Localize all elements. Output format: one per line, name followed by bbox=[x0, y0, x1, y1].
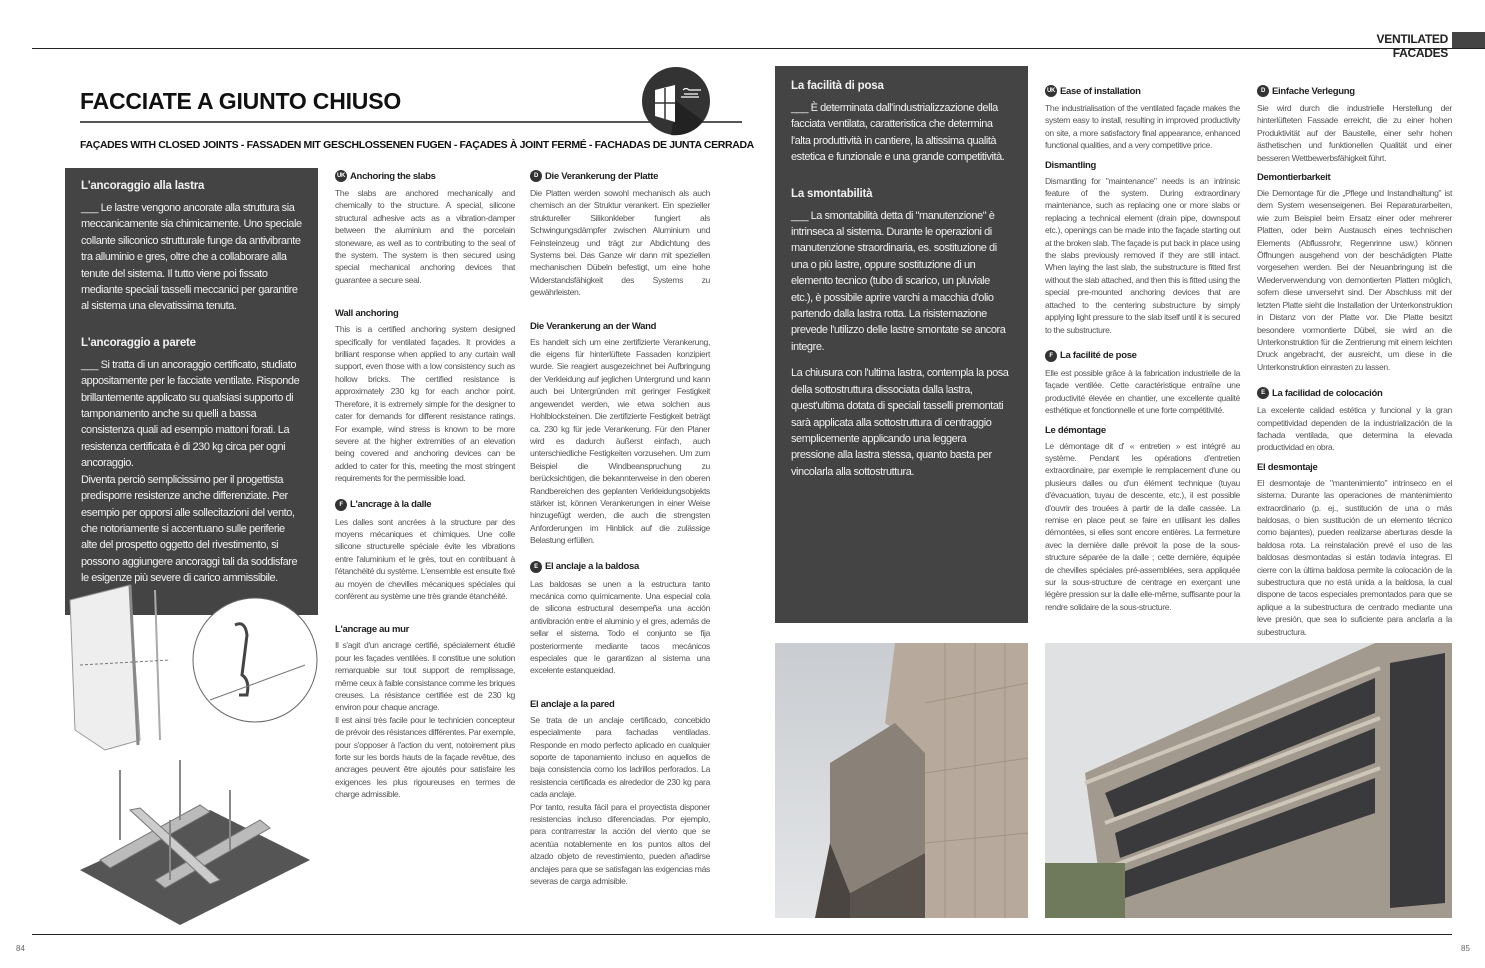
heading-text: Die Verankerung der Platte bbox=[545, 170, 659, 182]
page-number-left: 84 bbox=[16, 944, 25, 953]
spanish-column bbox=[530, 561, 710, 910]
paragraph: Las baldosas se unen a la estructura tanto mecánica como químicamente. Una especial cola de silicona estructural desempeña una acción antivibración entre el aluminio y el gres, además de sellar el sistema. Todo el conjunto se fija posteriormente mediante tacos mecánicos especiales que le garantizan al sistema una excelente estanqueidad. bbox=[530, 578, 710, 676]
column-stack-4 bbox=[1257, 85, 1452, 660]
paragraph: Die Demontage für die „Pflege und Instandhaltung" ist dem System wesenseigenen. Bei Reparaturarbeiten, wie zum Beispiel beim Ersatz einer oder mehrerer Platten, oder beim Austausch eines technischen Elements (Abflussrohr, Regenrinne usw.) können Öffnungen ausgehend von der beschädigten Platte vorgesehen werden. Bei der Neuanbringung ist die Wiederverwendung von demontierten Platten möglich, sofern diese unversehrt sind. Der Abschluss mit der letzten Platte sieht die Installation der Unterkonstruktion in Distanz von der Platte vor. Die Platte besitzt besondere vormontierte Dübel, sie wird an die Unterkonstruktion für die Zentrierung mit einem leichten Druck angebracht, der ausreicht, um diese in die Unterkonstruktion einrasten zu lassen. bbox=[1257, 188, 1452, 372]
section-heading bbox=[530, 170, 710, 182]
paragraph: The slabs are anchored mechanically and chemically to the structure. A special, silicone structural adhesive acts as a vibration-damper between the aluminium and the porcelain stoneware, as well as to contributing to the seal of the system. The system is then secured using special mechanical anchoring devices that guarantee a secure seal. bbox=[335, 188, 515, 285]
paragraph: Se trata de un anclaje certificado, concebido especialmente para fachadas ventiladas. Responde en modo perfecto aplicado en cualquier soporte de taponamiento incluso en aquellos de baja consistencia como los ladrillos perforados. La resistencia certificada es alrededor de 230 kg para cada anclaje. bbox=[530, 714, 710, 800]
heading-text: La facilité de pose bbox=[1060, 350, 1137, 362]
box-heading: La smontabilità bbox=[791, 187, 873, 200]
paragraph: Le démontage dit d' « entretien » est intégré au système. Pendant les opérations d'entretien extraordinaire, par exemple le remplacement d'une ou plusieurs dalles ou d'un élément technique (tuyau d'évacuation, tuyau de descente, etc.), il est possible d'ouvrir des trouées à partir de la dalle cassée. La remise en place peut se faire en utilisant les dalles démontées, si elles sont encore entières. La fermeture avec la dernière dalle prévoit la pose de la sous-structure séparée de la dalle ; cette dernière, équipée de chevilles spéciales pré-assemblées, sera appliquée sur la sous-structure de centrage en exerçant une légère pression sur la dalle elle-même, suffisante pour la rendre solidaire de la sous-structure. bbox=[1045, 440, 1240, 612]
column-stack-2 bbox=[530, 170, 710, 910]
section-heading bbox=[335, 499, 515, 511]
de-flag-icon: D bbox=[1257, 85, 1269, 97]
german-column bbox=[530, 170, 710, 561]
es-flag-icon: E bbox=[530, 561, 542, 573]
es-flag-icon: E bbox=[1257, 387, 1269, 399]
section-heading bbox=[335, 170, 515, 182]
column-stack-3 bbox=[1045, 85, 1240, 635]
paragraph: Die Platten werden sowohl mechanisch als auch chemisch an der Struktur verankert. Ein spezieller struktureller Silikonkleber fungiert als Schwingungsdämpfer zwischen Aluminium und Feinsteinzeug und trägt zur Abdichtung des Systems bei. Das Ganze wir dann mit speziellen mechanischen Dübeln befestigt, um eine hohe Widerstandsfähigkeit des Systems zu gewährleisten. bbox=[530, 188, 710, 298]
french-column bbox=[335, 499, 515, 823]
italian-anchoring-box bbox=[65, 168, 318, 615]
subheading: El desmontaje bbox=[1257, 461, 1318, 473]
paragraph: Sie wird durch die industrielle Herstellung der hinterlüfteten Fassade erreicht, die zu einer hohen Produktivität auf der Baustelle, einer sehr hohen ästhetischen und funktionellen Qualität und einer besseren Wettbewerbsfähigkeit führt. bbox=[1257, 103, 1452, 163]
paragraph: Dismantling for "maintenance" needs is an intrinsic feature of the system. During extraordinary maintenance, such as replacing one or more slabs or replacing a technical element (drain pipe, downspout etc.), openings can be made into the façade starting out at the broken slab. The façade is put back in place using the slabs previously removed if they are still intact. When laying the last slab, the substructure is fitted first without the slab attached, and then this is fitted using the special pre-mounted anchoring devices that are attached to the centering substructure by simply applying light pressure to the slab itself until it is secured to the substructure. bbox=[1045, 175, 1240, 335]
column-stack-1 bbox=[335, 170, 515, 823]
box-paragraph: ___ Si tratta di un ancoraggio certificato, studiato appositamente per le facciate ventilate. Risponde brillantemente applicato su qualsiasi supporto di tamponamento anche su quelli a bassa consistenza quali ad esempio mattoni forati. La resistenza certificata è di 230 kg circa per ogni ancoraggio. bbox=[81, 358, 300, 470]
heading-text: Einfache Verlegung bbox=[1272, 85, 1355, 97]
paragraph: Por tanto, resulta fácil para el proyectista disponer resistencias incluso diferenciadas. Por ejemplo, para contrarrestar la acción del viento que se acentúa notablemente en los puntos altos del alzado objeto de revestimiento, pueden añadirse anclajes para que se satisfagan las exigencias más severas de carga admisible. bbox=[530, 801, 710, 887]
box-heading: La facilità di posa bbox=[791, 80, 884, 92]
box-paragraph: La chiusura con l'ultima lastra, contempla la posa della sottostruttura dissociata dalla lastra, quest'ultima dotata di speciali tasselli premontati sarà applicata alla sottostruttura di centraggio semplicemente applicando una leggera pressione alla lastra stessa, quanto basta per vincolarla alla sottostruttura. bbox=[791, 367, 1009, 478]
subheading: Dismantling bbox=[1045, 159, 1097, 171]
box-paragraph: ___ La smontabilità detta di "manutenzione" è intrinseca al sistema. Durante le operazioni di manutenzione straordinaria, es. sostituzione di una o più lastre, oppure sostituzione di un elemento tecnico (tubo di scarico, un pluviale etc.), è possibile aprire varchi a macchia d'olio partendo dalla lastra rotta. La risistemazione prevede l'utilizzo delle lastre smontate se ancora integre. bbox=[791, 209, 1006, 353]
subheading: Wall anchoring bbox=[335, 308, 399, 320]
paragraph: Il est ainsi très facile pour le technicien concepteur de prévoir des résistances différentes. Par exemple, pour s'opposer à l'action du vent, notoirement plus forte sur les bords hauts de la façade revêtue, des ancrages peuvent être ajoutés pour satisfaire les exigences les plus rigoureuses en termes de charge admissible. bbox=[335, 714, 515, 800]
box-heading: L'ancoraggio alla lastra bbox=[81, 180, 205, 192]
german-column-2 bbox=[1257, 85, 1452, 387]
heading-text: Anchoring the slabs bbox=[350, 170, 436, 182]
heading-text: Ease of installation bbox=[1060, 85, 1141, 97]
uk-flag-icon: UK bbox=[335, 170, 347, 182]
subheading: El anclaje a la pared bbox=[530, 698, 615, 710]
paragraph: El desmontaje de "mantenimiento" intrínseco en el sistema. Durante las operaciones de mantenimiento extraordinario (p. ej., sustitución de una o más baldosas, o bien sustitución de un elemento técnico como bajantes), pueden realizarse aberturas desde la baldosa rota. La reinstalación prevé el uso de las baldosas desmontadas si están todavía íntegras. El cierre con la última baldosa permite la colocación de la subestructura que no está unida a la baldosa, la cual dispone de tacos especiales premontados para que se aplique a la subestructura de centrado mediante una leve presión, que sea lo suficiente para anclarla a la subestructura. bbox=[1257, 477, 1452, 637]
top-rule bbox=[32, 48, 1485, 49]
english-column-2 bbox=[1045, 85, 1240, 350]
subheading: L'ancrage au mur bbox=[335, 624, 410, 636]
fr-flag-icon: F bbox=[1045, 350, 1057, 362]
page-subtitle: FAÇADES WITH CLOSED JOINTS - FASSADEN MIT GESCHLOSSENEN FUGEN - FAÇADES À JOINT FERMÉ - FACHADAS DE JUNTA CERRADA bbox=[80, 139, 754, 151]
subheading: Le démontage bbox=[1045, 424, 1106, 436]
box-paragraph: ___ Le lastre vengono ancorate alla struttura sia meccanicamente sia chimicamente. Uno speciale collante siliconico strutturale funge da antivibrante tra alluminio e gres, oltre che a collaborare alla tenute del sistema. Il tutto viene poi fissato mediante speciali tasselli meccanici per garantire al sistema una elevatissima tenuta. bbox=[81, 202, 302, 313]
de-flag-icon: D bbox=[530, 170, 542, 182]
facade-photo-corner bbox=[775, 643, 1028, 918]
facade-photo-building bbox=[1045, 643, 1452, 918]
paragraph: Les dalles sont ancrées à la structure par des moyens mécaniques et chimiques. Une colle silicone structurelle spéciale évite les vibrations entre l'aluminium et le grès, tout en contribuant à l'étanchéité du système. L'ensemble est ensuite fixé au moyen de chevilles mécaniques spéciales qui confèrent au système une très grande étanchéité. bbox=[335, 516, 515, 601]
window-facade-icon bbox=[641, 66, 711, 136]
uk-flag-icon: UK bbox=[1045, 85, 1057, 97]
page-title: FACCIATE A GIUNTO CHIUSO bbox=[80, 88, 402, 114]
section-heading bbox=[530, 561, 710, 573]
heading-text: La facilidad de colocación bbox=[1272, 387, 1383, 399]
box-heading: L'ancoraggio a parete bbox=[81, 336, 196, 349]
box-paragraph: ___ È determinata dall'industrializzazione della facciata ventilata, caratteristica che determina l'alta produttività in cantiere, la altissima qualità estetica e funzionale e una grande competitività. bbox=[791, 102, 1005, 164]
paragraph: Es handelt sich um eine zertifizierte Verankerung, die eigens für hinterlüftete Fassaden konzipiert wurde. Sie reagiert ausgezeichnet bei Aufbringung der Verkleidung auf jeglichen Untergrund und kann auch bei Untergründen mit geringer Festigkeit angewendet werden, wie etwa solchen aus Hohlblocksteinen. Die zertifizierte Festigkeit beträgt ca. 230 kg für jede Verankerung. Für den Planer wird es dadurch äußerst einfach, auch unterschiedliche Festigkeiten vorzusehen. Um zum Beispiel die Windbeanspruchung zu berücksichtigen, die bekannterweise in den oberen Randbereichen des geplanten Verkleidungsobjekts stärker ist, können Verankerungen in einer Weise hinzugefügt werden, die auch die strengsten Anforderungen im Hinblick auf die zulässige Belastung erfüllen. bbox=[530, 336, 710, 546]
box-paragraph: Diventa perciò semplicissimo per il progettista predisporre resistenze anche differenziate. Per esempio per opporsi alle sollecitazioni del vento, che notoriamente si accentuano sulle periferie alte del prospetto oggetto del rivestimento, si possono aggiungere ancoraggi tali da soddisfare le esigenze più severe di carico ammissibile. bbox=[81, 473, 298, 585]
fr-flag-icon: F bbox=[335, 499, 347, 511]
paragraph: La excelente calidad estética y funcional y la gran competitividad dependen de la industrialización de la fachada ventilada, que determina la elevada productividad en obra. bbox=[1257, 405, 1452, 453]
english-column bbox=[335, 170, 515, 499]
page-number-right: 85 bbox=[1461, 944, 1470, 953]
section-heading bbox=[1257, 85, 1452, 97]
paragraph: This is a certified anchoring system designed specifically for ventilated façades. It provides a brilliant response when applied to any curtain wall support, even those with a low consistency such as hollow bricks. The certified resistance is approximately 230 kg for each anchor point. Therefore, it is extremely simple for the designer to cater for demands for different resistance ratings. For example, wind stress is known to be more severe at the higher extremities of an elevation being covered and anchoring devices can be added to cater for this, meeting the most stringent requirements for the permissible load. bbox=[335, 324, 515, 484]
paragraph: The industrialisation of the ventilated façade makes the system easy to install, resulting in improved productivity on site, a more satisfactory final appearance, enhanced functional qualities, and a very competitive price. bbox=[1045, 103, 1240, 151]
italian-installation-box bbox=[775, 66, 1028, 623]
heading-text: El anclaje a la baldosa bbox=[545, 561, 639, 573]
section-tag-block bbox=[1452, 32, 1485, 48]
section-tag: VENTILATED FACADES bbox=[1376, 32, 1448, 60]
french-column-2 bbox=[1045, 350, 1240, 635]
section-heading bbox=[1045, 85, 1240, 97]
bottom-rule bbox=[32, 934, 1452, 935]
section-heading bbox=[1045, 350, 1240, 362]
subheading: Demontierbarkeit bbox=[1257, 172, 1331, 184]
section-heading bbox=[1257, 387, 1452, 399]
anchoring-illustration bbox=[60, 580, 322, 930]
paragraph: Elle est possible grâce à la fabrication industrielle de la façade ventilée. Cette caractéristique entraîne une productivité élevée en chantier, une excellente qualité esthétique et fonctionnelle et une forte compétitivité. bbox=[1045, 367, 1240, 416]
paragraph: Il s'agit d'un ancrage certifié, spécialement étudié pour les façades ventilées. Il constitue une solution remarquable sur tout support de remplissage, même ceux à faible consistance comme les briques creuses. La résistance certifiée est de 230 kg environ pour chaque ancrage. bbox=[335, 640, 515, 713]
heading-text: L'ancrage à la dalle bbox=[350, 499, 432, 511]
spanish-column-2 bbox=[1257, 387, 1452, 660]
subheading: Die Verankerung an der Wand bbox=[530, 320, 657, 332]
